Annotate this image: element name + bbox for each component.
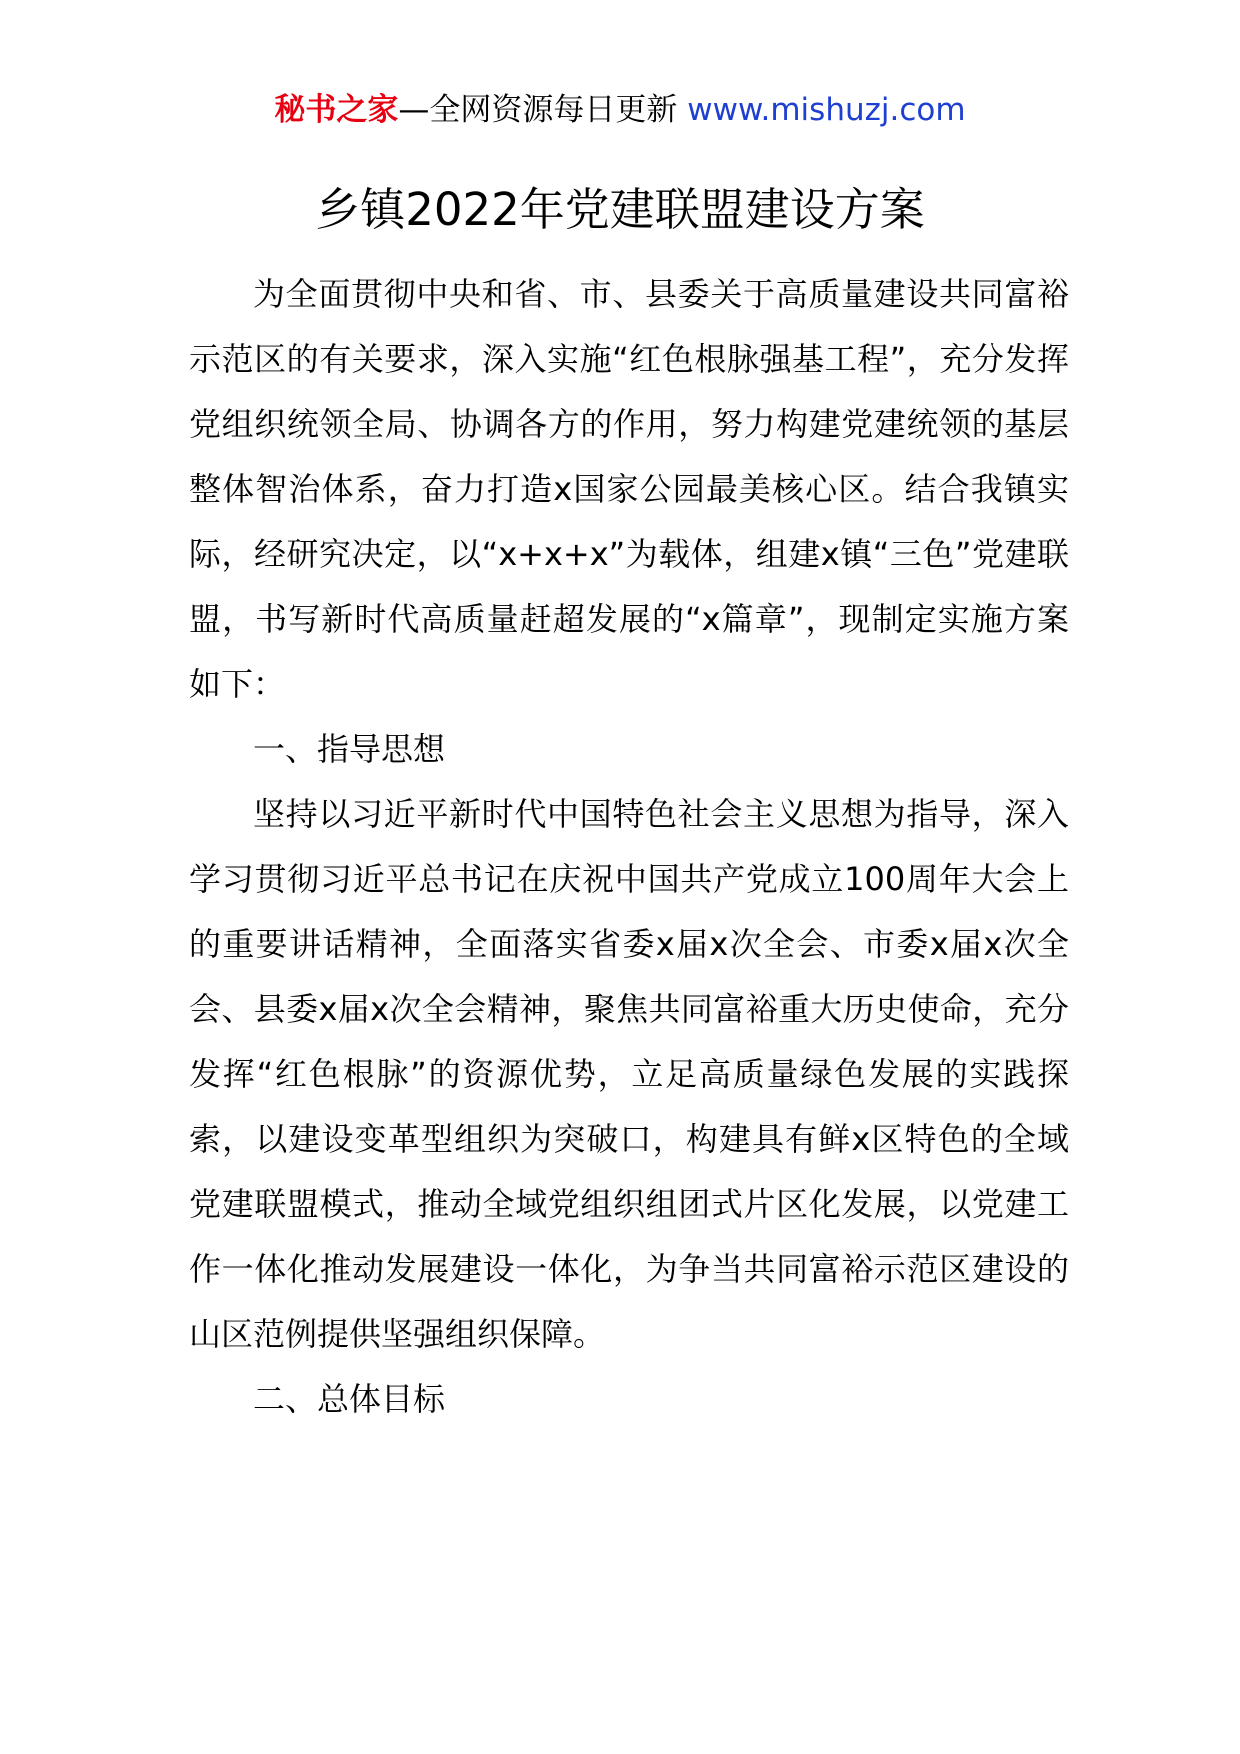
site-slogan: —全网资源每日更新 bbox=[398, 92, 678, 128]
site-url-link[interactable]: www.mishuzj.com bbox=[687, 92, 966, 128]
guiding-ideology-paragraph: 坚持以习近平新时代中国特色社会主义思想为指导，深入学习贯彻习近平总书记在庆祝中国共产党成立100周年大会上的重要讲话精神，全面落实省委x届x次全会、市委x届x次全会、县委x届x次全会精神，聚焦共同富裕重大历史使命，充分发挥“红色根脉”的资源优势，立足高质量绿色发展的实践探索，以建设变革型组织为突破口，构建具有鲜x区特色的全域党建联盟模式，推动全域党组织组团式片区化发展，以党建工作一体化推动发展建设一体化，为争当共同富裕示范区建设的山区范例提供坚强组织保障。 bbox=[189, 795, 1069, 1353]
site-brand: 秘书之家 bbox=[274, 92, 399, 128]
document-title: 乡镇2022年党建联盟建设方案 bbox=[315, 183, 925, 236]
site-header bbox=[0, 88, 1240, 132]
section-heading-overall-goal: 二、总体目标 bbox=[253, 1380, 446, 1418]
section-heading-guiding-ideology: 一、指导思想 bbox=[253, 730, 446, 768]
document-body bbox=[189, 262, 1069, 1432]
intro-paragraph: 为全面贯彻中央和省、市、县委关于高质量建设共同富裕示范区的有关要求，深入实施“红色根脉强基工程”，充分发挥党组织统领全局、协调各方的作用，努力构建党建统领的基层整体智治体系，奋力打造x国家公园最美核心区。结合我镇实际，经研究决定，以“x+x+x”为载体，组建x镇“三色”党建联盟，书写新时代高质量赶超发展的“x篇章”，现制定实施方案如下： bbox=[189, 275, 1069, 703]
